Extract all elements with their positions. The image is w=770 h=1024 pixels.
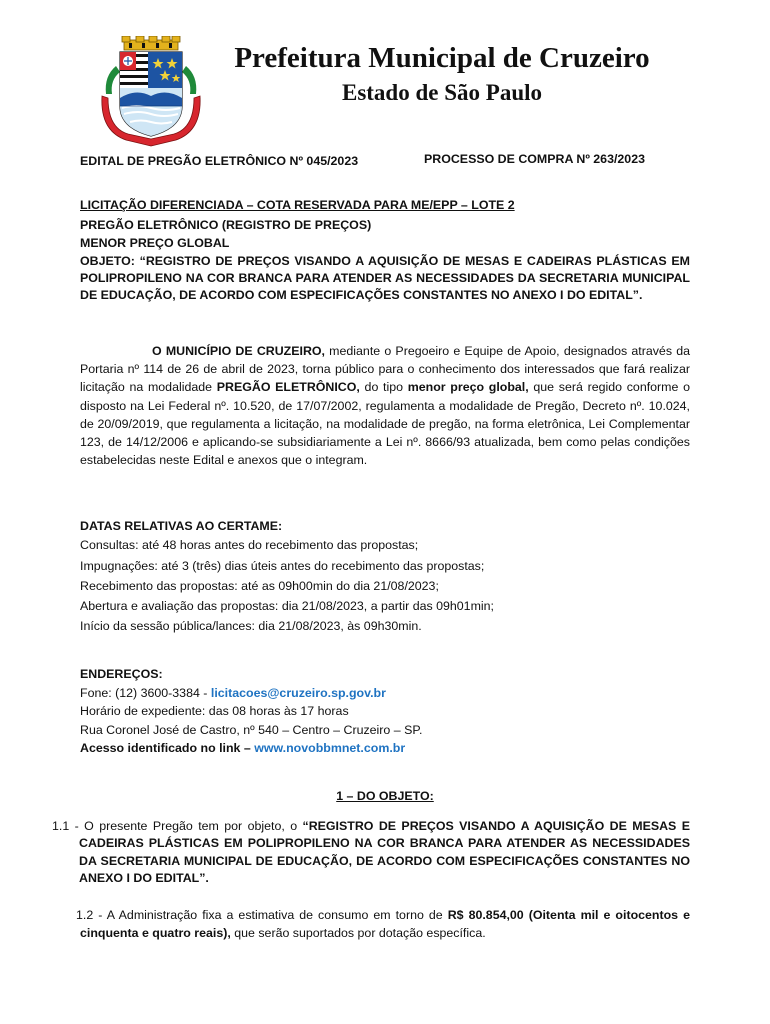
clause-1-2-prefix: 1.2 - A Administração fixa a estimativa de consumo em torno de bbox=[76, 908, 448, 922]
email-link[interactable]: licitacoes@cruzeiro.sp.gov.br bbox=[210, 686, 386, 700]
intro-line-licitacao: LICITAÇÃO DIFERENCIADA – COTA RESERVADA PARA ME/EPP – LOTE 2 bbox=[80, 198, 515, 212]
datas-item-inicio: Início da sessão pública/lances: dia 21/08/2023, às 09h30min. bbox=[80, 619, 422, 633]
page-title: Prefeitura Municipal de Cruzeiro bbox=[234, 42, 650, 74]
intro-line-menor-preco: MENOR PREÇO GLOBAL bbox=[80, 236, 230, 250]
intro-line-pregao: PREGÃO ELETRÔNICO (REGISTRO DE PREÇOS) bbox=[80, 218, 372, 232]
enderecos-rua: Rua Coronel José de Castro, nº 540 – Centro – Cruzeiro – SP. bbox=[80, 723, 423, 737]
datas-item-impugnacoes: Impugnações: até 3 (três) dias úteis antes do recebimento das propostas; bbox=[80, 559, 485, 573]
datas-item-abertura: Abertura e avaliação das propostas: dia 21/08/2023, a partir das 09h01min; bbox=[80, 599, 494, 613]
acesso-text: Acesso identificado no link – bbox=[80, 741, 255, 755]
clause-1-2-value: R$ 80.854,00 (Oitenta mil e oitocentos e cinquenta e quatro reais), bbox=[80, 908, 690, 941]
coat-of-arms-icon bbox=[96, 36, 206, 148]
datas-item-consultas: Consultas: até 48 horas antes do recebimento das propostas; bbox=[80, 538, 419, 552]
intro-objeto: OBJETO: “REGISTRO DE PREÇOS VISANDO A AQUISIÇÃO DE MESAS E CADEIRAS PLÁSTICAS EM POLIPROPILENO NA COR BRANCA PARA ATENDER AS NECESSIDADES DA SECRETARIA MUNICIPAL DE EDUCAÇÃO, DE ACORDO COM ESPECIFICAÇÕES CONSTANTES NO ANEXO I DO EDITAL”. bbox=[80, 254, 690, 302]
clause-1-2-suffix: que serão suportados por dotação específica. bbox=[230, 926, 486, 941]
enderecos-horario: Horário de expediente: das 08 horas às 17 horas bbox=[80, 704, 349, 718]
datas-title: DATAS RELATIVAS AO CERTAME: bbox=[80, 519, 283, 533]
datas-item-recebimento: Recebimento das propostas: até as 09h00min do dia 21/08/2023; bbox=[80, 579, 439, 593]
enderecos-title: ENDEREÇOS: bbox=[80, 667, 163, 681]
clause-1-1-prefix: 1.1 - O presente Pregão tem por objeto, o bbox=[52, 819, 303, 833]
clause-1-1 bbox=[52, 818, 690, 887]
para-text-1: mediante o Pregoeiro e Equipe de Apoio, designados através da Portaria nº 114 de 26 de abril de 2023, torna público para o conhecimento dos interessados que fará realizar licitação na modalidade bbox=[80, 344, 690, 395]
enderecos-fone bbox=[80, 685, 386, 702]
clause-1-1-objeto: “REGISTRO DE PREÇOS VISANDO A AQUISIÇÃO DE MESAS E CADEIRAS PLÁSTICAS EM POLIPROPILENO NA COR BRANCA PARA ATENDER AS NECESSIDADES DA SECRETARIA MUNICIPAL DE EDUCAÇÃO, DE ACORDO COM ESPECIFICAÇÕES CONSTANTES NO ANEXO I DO EDITAL”. bbox=[79, 819, 690, 885]
section-heading-objeto: 1 – DO OBJETO: bbox=[336, 789, 434, 803]
processo-number: PROCESSO DE COMPRA Nº 263/2023 bbox=[424, 152, 645, 166]
modalidade-bold: PREGÃO ELETRÔNICO, bbox=[216, 380, 360, 395]
clause-1-2 bbox=[76, 906, 690, 942]
municipio-bold: O MUNICÍPIO DE CRUZEIRO, bbox=[152, 344, 325, 358]
fone-text: Fone: (12) 3600-3384 - bbox=[80, 686, 211, 700]
intro-paragraph bbox=[80, 342, 690, 469]
page-subtitle: Estado de São Paulo bbox=[341, 80, 542, 105]
edital-number: EDITAL DE PREGÃO ELETRÔNICO Nº 045/2023 bbox=[80, 154, 359, 168]
para-text-2: do tipo bbox=[359, 380, 408, 395]
enderecos-acesso bbox=[80, 740, 405, 757]
para-text-3: que será regido conforme o disposto na Lei Federal nº. 10.520, de 17/07/2002, regulamenta a modalidade de Pregão, Decreto nº. 10.024, de 20/09/2019, que regulamenta a licitação, na modalidade de pregão, na forma eletrônica, Lei Complementar 123, de 14/12/2006 e aplicando-se subsidiariamente a Lei nº. 8666/93 atualizada, bem como pelas condições estabelecidas neste Edital e anexos que o integram. bbox=[80, 380, 690, 468]
tipo-bold: menor preço global, bbox=[407, 380, 529, 395]
portal-link[interactable]: www.novobbmnet.com.br bbox=[254, 741, 406, 755]
